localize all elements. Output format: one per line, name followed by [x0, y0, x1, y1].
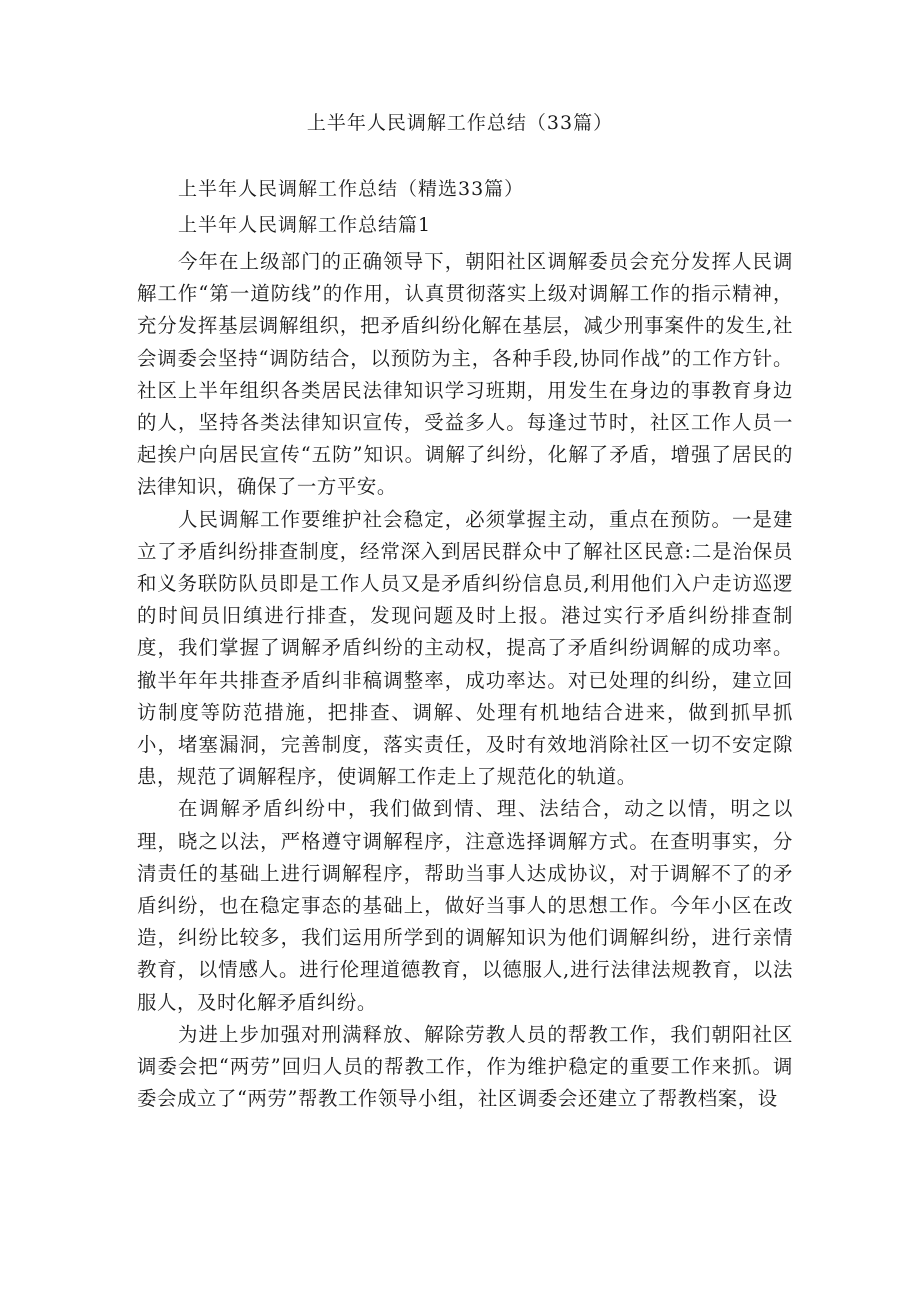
- paragraph: 人民调解工作要维护社会稳定，必须掌握主动，重点在预防。一是建立了矛盾纠纷排查制度，经常深入到居民群众中了解社区民意:二是治保员和义务联防队员即是工作人员又是矛盾纠纷信息员,利用他们入户走访巡逻的时间员旧缜进行排查，发现问题及时上报。港过实行矛盾纠纷排查制度，我们掌握了调解矛盾纠纷的主动权，提高了矛盾纠纷调解的成功率。撤半年年共排查矛盾纠非稿调整率，成功率达。对已处理的纠纷，建立回访制度等防范措施，把排查、调解、处理有机地结合进来，做到抓早抓小，堵塞漏洞，完善制度，落实责任，及时有效地消除社区一切不安定隙患，规范了调解程序，使调解工作走上了规范化的轨道。: [137, 507, 793, 789]
- paragraph: 在调解矛盾纠纷中，我们做到情、理、法结合，动之以情，明之以理，晓之以法，严格遵守调解程序，注意选择调解方式。在查明事实，分清责任的基础上进行调解程序，帮助当事人达成协议，对于调解不了的矛盾纠纷，也在稳定事态的基础上，做好当事人的思想工作。今年小区在改造，纠纷比较多，我们运用所学到的调解知识为他们调解纠纷，进行亲情教育，以情感人。进行伦理道德教育，以德服人,进行法律法规教育，以法服人，及时化解矛盾纠纷。: [137, 797, 793, 1014]
- paragraph: 今年在上级部门的正确领导下，朝阳社区调解委员会充分发挥人民调解工作“第一道防线”的作用，认真贯彻落实上级对调解工作的指示精神，充分发挥基层调解组织，把矛盾纠纷化解在基层，减少刑事案件的发生,社会调委会坚持“调防结合，以预防为主，各种手段,协同作战”的工作方针。社区上半年组织各类居民法律知识学习班期，用发生在身边的事教育身边的人，坚持各类法律知识宣传，受益多人。每逢过节时，社区工作人员一起挨户向居民宣传“五防”知识。调解了纠纷，化解了矛盾，增强了居民的法律知识，确保了一方平安。: [137, 250, 793, 499]
- paragraph: 为进上步加强对刑满释放、解除劳教人员的帮教工作，我们朝阳社区调委会把“两劳”回归人员的帮教工作，作为维护稳定的重要工作来抓。调委会成立了“两劳”帮教工作领导小组，社区调委会还建立了帮教档案，设: [137, 1022, 793, 1111]
- document-title: 上半年人民调解工作总结（33篇）: [306, 112, 614, 134]
- section-heading: 上半年人民调解工作总结篇1: [178, 214, 432, 236]
- document-body: [137, 246, 793, 1115]
- document-subtitle: 上半年人民调解工作总结（精选33篇）: [178, 178, 525, 200]
